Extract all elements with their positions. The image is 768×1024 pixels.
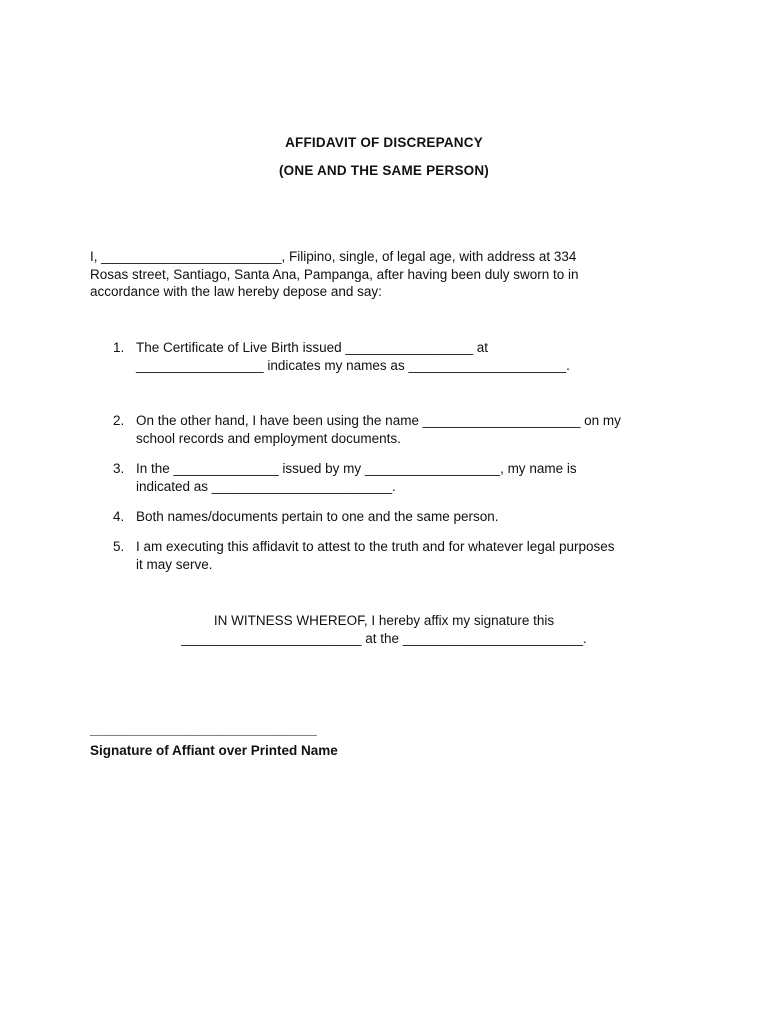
list-item-number: 2.: [113, 413, 125, 428]
list-item-line: indicated as ________________________.: [136, 478, 396, 494]
intro-line: I, ________________________, Filipino, single, of legal age, with address at 334: [90, 249, 577, 264]
list-item-line: On the other hand, I have been using the name _____________________ on my: [136, 413, 621, 428]
list-item-text: [136, 508, 696, 526]
list-item-line: The Certificate of Live Birth issued _________________ at: [136, 340, 488, 355]
list-item-text: [136, 339, 696, 374]
intro-line: Rosas street, Santiago, Santa Ana, Pampanga, after having been duly sworn to in: [90, 266, 579, 282]
signature-line: _______________________________: [90, 722, 317, 737]
list-item-line: school records and employment documents.: [136, 430, 401, 446]
signature-label: Signature of Affiant over Printed Name: [90, 743, 338, 758]
intro-line: accordance with the law hereby depose and say:: [90, 284, 382, 299]
list-item-number: 5.: [113, 539, 125, 554]
witness-line: IN WITNESS WHEREOF, I hereby affix my signature this: [213, 613, 555, 628]
list-item-text: [136, 538, 696, 573]
document-subtitle: (ONE AND THE SAME PERSON): [278, 163, 489, 178]
intro-paragraph: [90, 248, 690, 301]
list-item-number: 4.: [113, 509, 125, 524]
list-item-text: [136, 460, 696, 495]
list-item-number: 3.: [113, 461, 125, 476]
list-item-text: [136, 412, 696, 447]
document-title: AFFIDAVIT OF DISCREPANCY: [285, 135, 483, 150]
list-item-number: 1.: [113, 340, 125, 355]
witness-line: ________________________ at the ________________________.: [181, 631, 587, 646]
list-item-line: _________________ indicates my names as _____________________.: [136, 357, 570, 373]
list-item-line: I am executing this affidavit to attest to the truth and for whatever legal purposes: [136, 539, 615, 554]
list-item-line: Both names/documents pertain to one and the same person.: [136, 509, 499, 524]
list-item-line: it may serve.: [136, 556, 213, 572]
list-item-line: In the ______________ issued by my __________________, my name is: [136, 461, 577, 476]
